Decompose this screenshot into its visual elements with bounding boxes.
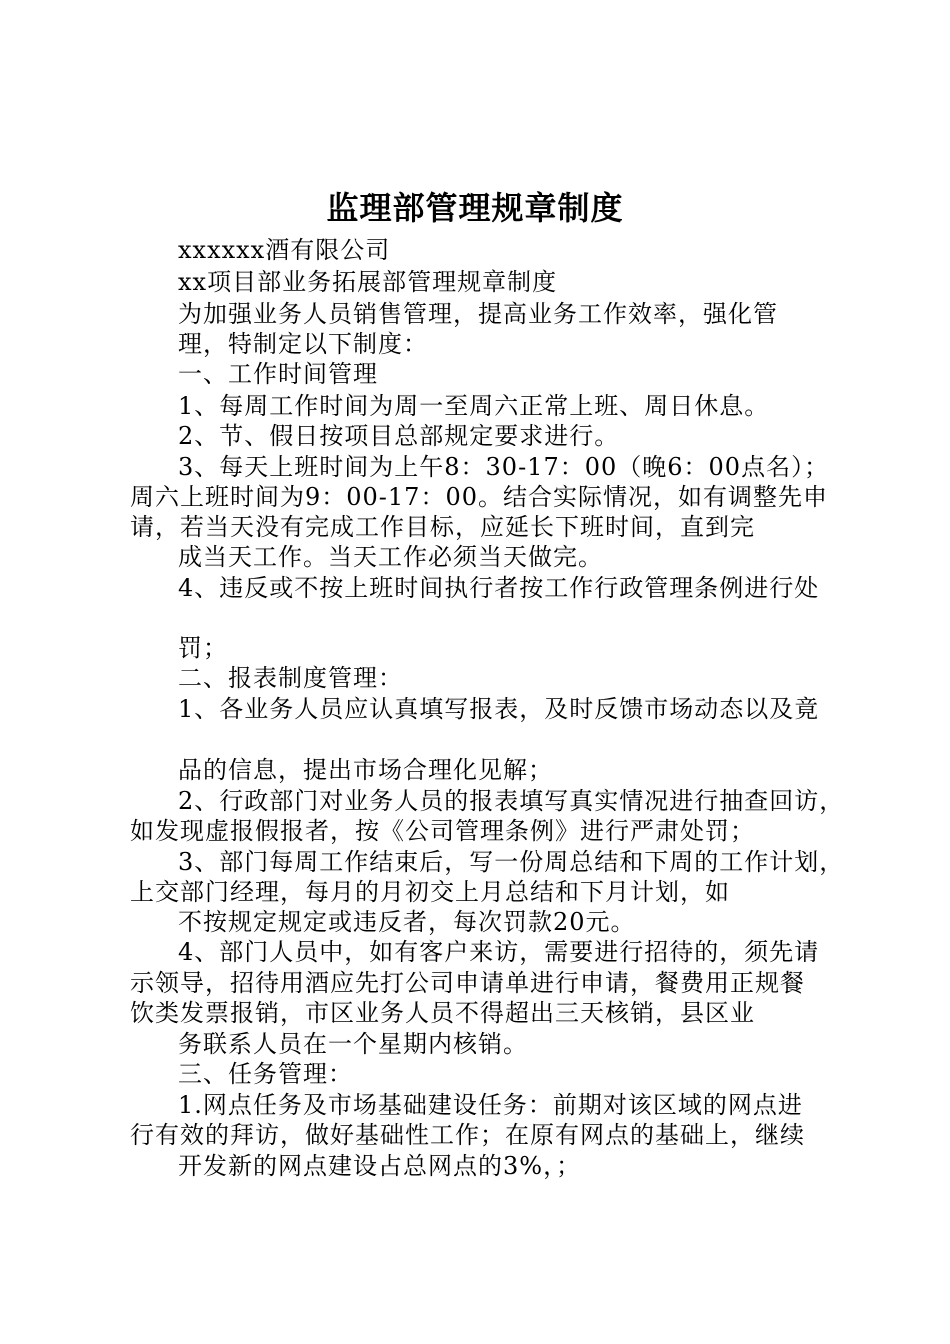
text-line: 饮类发票报销，市区业务人员不得超出三天核销，县区业 (130, 999, 755, 1027)
text-line: 品的信息，提出市场合理化见解； (178, 756, 553, 784)
section-heading: 二、报表制度管理： (178, 664, 403, 692)
text-line: 4、部门人员中，如有客户来访，需要进行招待的，须先请 (178, 938, 820, 966)
section-heading: 三、任务管理： (178, 1060, 353, 1088)
text-line: 行有效的拜访，做好基础性工作；在原有网点的基础上，继续 (130, 1121, 805, 1149)
text-line: 1.网点任务及市场基础建设任务：前期对该区域的网点进 (178, 1091, 803, 1119)
text-line: 为加强业务人员销售管理，提高业务工作效率，强化管 (178, 300, 778, 328)
text-line: 周六上班时间为9：00-17：00。结合实际情况，如有调整先申 (130, 483, 828, 511)
text-line: 3、部门每周工作结束后，写一份周总结和下周的工作计划， (178, 848, 845, 876)
text-line: 上交部门经理，每月的月初交上月总结和下月计划，如 (130, 878, 730, 906)
text-line: 开发新的网点建设占总网点的3%，； (178, 1152, 582, 1180)
document-title: 监理部管理规章制度 (326, 189, 624, 227)
text-line: 请，若当天没有完成工作目标，应延长下班时间，直到完 (130, 513, 755, 541)
text-line: 不按规定规定或违反者，每次罚款20元。 (178, 908, 636, 936)
text-line: 2、节、假日按项目总部规定要求进行。 (178, 422, 620, 450)
text-line: 1、各业务人员应认真填写报表，及时反馈市场动态以及竟 (178, 695, 820, 723)
text-line: 1、每周工作时间为周一至周六正常上班、周日休息。 (178, 392, 770, 420)
text-line: 务联系人员在一个星期内核销。 (178, 1030, 528, 1058)
text-line: 4、违反或不按上班时间执行者按工作行政管理条例进行处 (178, 574, 820, 602)
text-line: 示领导，招待用酒应先打公司申请单进行申请，餐费用正规餐 (130, 969, 805, 997)
section-heading: 一、工作时间管理 (178, 360, 378, 388)
text-line: xxxxxx酒有限公司 (178, 236, 391, 264)
text-line: 3、每天上班时间为上午8：30-17：00（晚6：00点名）； (178, 453, 830, 481)
text-line: 如发现虚报假报者，按《公司管理条例》进行严肃处罚； (130, 817, 755, 845)
text-line: 成当天工作。当天工作必须当天做完。 (178, 543, 603, 571)
text-line: 理，特制定以下制度： (178, 330, 428, 358)
text-line: 2、行政部门对业务人员的报表填写真实情况进行抽查回访， (178, 787, 845, 815)
text-line: xx项目部业务拓展部管理规章制度 (178, 268, 558, 296)
text-line: 罚； (178, 634, 228, 662)
